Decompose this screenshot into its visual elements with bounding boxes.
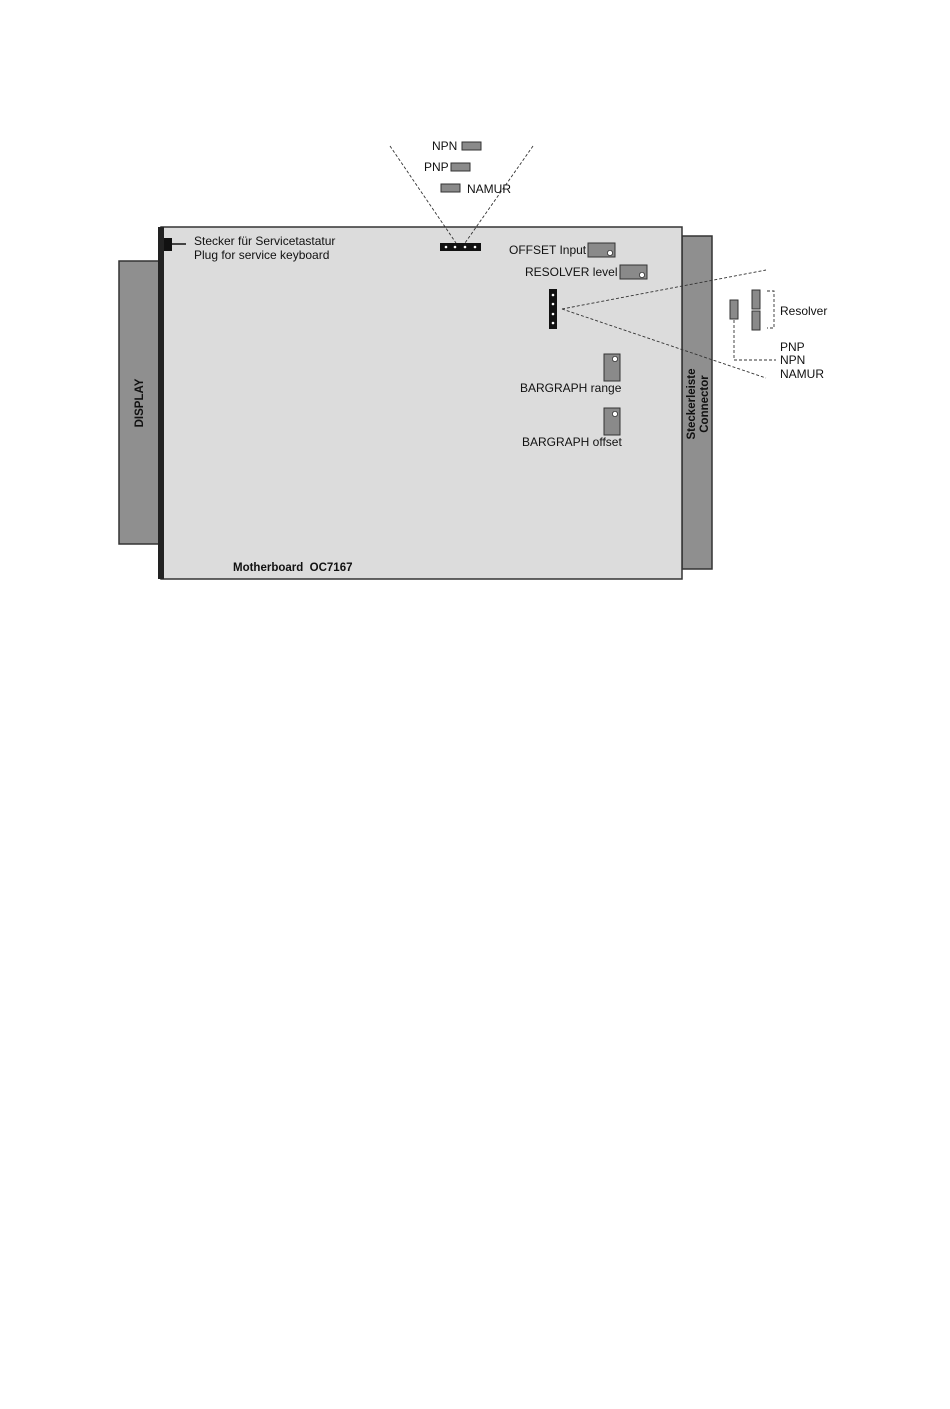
bargraph-offset-label: BARGRAPH offset [522,435,622,449]
namur-top-jumper [441,184,460,192]
service-plug-label-de: Stecker für Servicetastatur [194,234,336,248]
npn-top-label: NPN [432,139,458,153]
pnp-top-jumper [451,163,470,171]
connector-label-en: Connector [699,375,711,433]
pnp-top-label: PNP [424,160,449,174]
resolver-bracket [767,291,774,328]
npn-top-jumper [462,142,481,150]
bargraph-range-label: BARGRAPH range [520,381,622,395]
service-plug-label-en: Plug for service keyboard [194,248,330,262]
bargraph-offset-pot [604,408,620,435]
connector-label-de: Steckerleiste [686,368,698,440]
resolver-level-label: RESOLVER level [525,265,618,279]
namur-top-label: NAMUR [467,182,511,196]
board-edge [158,227,164,579]
resolver-jumper-upper [752,290,760,309]
pnp-right-label: PNP [780,340,805,354]
resolver-jumper-lower [752,311,760,330]
pnp-right-jumper [730,300,738,319]
offset-input-label: OFFSET Input [509,243,587,257]
resolver-label: Resolver [780,304,828,318]
motherboard-label: Motherboard OC7167 [233,562,353,574]
display-label: DISPLAY [134,378,146,428]
service-plug-connector [164,238,172,251]
motherboard [161,227,682,579]
npn-right-label: NPN [780,353,806,367]
namur-right-label: NAMUR [780,367,824,381]
